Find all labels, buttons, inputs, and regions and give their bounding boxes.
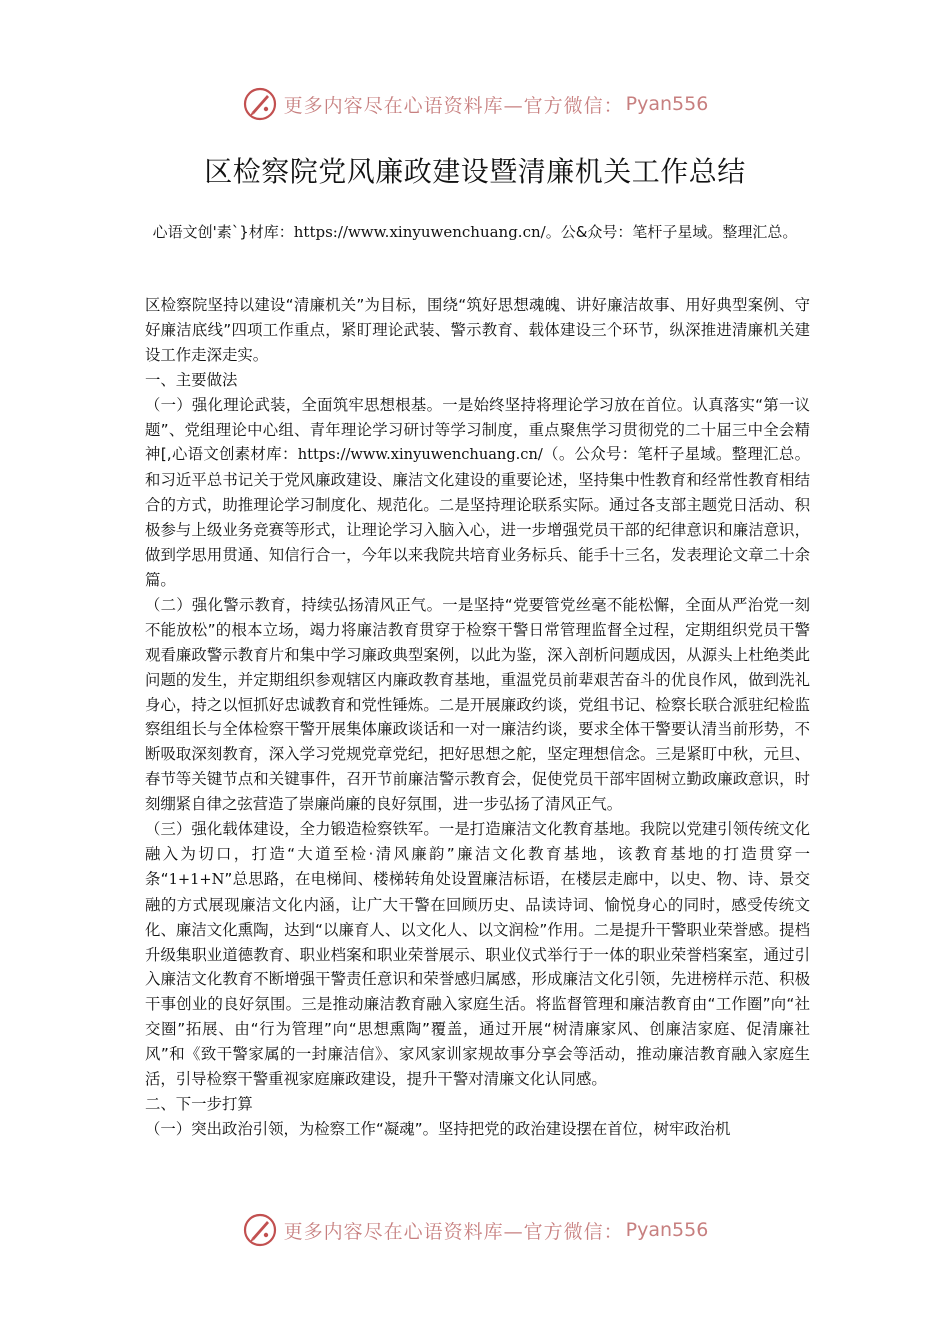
document-title: 区检察院党风廉政建设暨清廉机关工作总结 <box>204 155 746 188</box>
paragraph-carrier-code: 1+1+N <box>168 870 225 888</box>
footer-banner <box>0 1210 950 1250</box>
paragraph-theory <box>145 393 810 593</box>
brand-logo-icon <box>242 86 278 122</box>
paragraph-carrier-part-b: ”总思路，在电梯间、楼梯转角处设置廉洁标语，在楼层走廊中，以史、物、诗、景交融的方式展现廉洁文化内涵，让广大干警在回顾历史、品读诗词、愉悦身心的同时，感受传统文化、廉洁文化熏陶，达到“以廉育人、以文化人、以文润检”作用。二是提升干警职业荣誉感。提档升级集职业道德教育、职业档案和职业荣誉展示、职业仪式举行于一体的职业荣誉档案室，通过引入廉洁文化教育不断增强干警责任意识和荣誉感归属感，形成廉洁文化引领，先进榜样示范、积极干事创业的良好氛围。三是推动廉洁教育融入家庭生活。将监督管理和廉洁教育由“工作圈”向“社交圈”拓展、由“行为管理”向“思想熏陶”覆盖，通过开展“树清廉家风、创廉洁家庭、促清廉社风”和《致干警家属的一封廉洁信》、家风家训家规故事分享会等活动，推动廉洁教育融入家庭生活，引导检察干警重视家庭廉政建设，提升干警对清廉文化认同感。 <box>145 869 810 1089</box>
document-body <box>145 293 810 1142</box>
banner-text: 更多内容尽在心语资料库—官方微信： <box>283 94 624 117</box>
section-heading-2: 二、下一步打算 <box>145 1095 253 1113</box>
header-banner <box>0 84 950 124</box>
section-heading-1: 一、主要做法 <box>145 370 238 389</box>
paragraph-theory-part-b: （。公众号：笔杆子星域。整理汇总。和习近平总书记关于党风廉政建设、廉洁文化建设的重要论述，坚持集中性教育和经常性教育相结合的方式，助推理论学习制度化、规范化。二是坚持理论联系实际。通过各支部主题党日活动、积极参与上级业务竞赛等形式，让理论学习入脑入心，进一步增强党员干部的纪律意识和廉洁意识，做到学思用贯通、知信行合一，今年以来我院共培育业务标兵、能手十三名，发表理论文章二十余篇。 <box>145 445 810 589</box>
footer-banner-text: 更多内容尽在心语资料库—官方微信： <box>283 1220 624 1243</box>
source-line <box>145 220 805 245</box>
paragraph-carrier-building <box>145 817 810 1092</box>
intro-paragraph: 区检察院坚持以建设“清廉机关”为目标，围绕“筑好思想魂魄、讲好廉洁故事、用好典型案例、守好廉洁底线”四项工作重点，紧盯理论武装、警示教育、载体建设三个环节，纵深推进清廉机关建设工作走深走实。 <box>145 296 810 364</box>
paragraph-theory-part-a: （一）强化理论武装，全面筑牢思想根基。一是始终坚持将理论学习放在首位。认真落实“第一议题”、党组理论中心组、青年理论学习研讨等学习制度，重点聚焦学习贯彻党的二十届三中全会精神[,心语文创素材库： <box>145 395 810 464</box>
source-suffix: 。公&众号：笔杆子星域。整理汇总。 <box>545 223 798 241</box>
source-prefix: 心语文创'素`}材库： <box>152 223 294 241</box>
paragraph-carrier-part-a: （三）强化载体建设，全力锻造检察铁军。一是打造廉洁文化教育基地。我院以党建引领传统文化融入为切口，打造“大道至检·清风廉韵”廉洁文化教育基地，该教育基地的打造贯穿一条“ <box>145 820 810 888</box>
paragraph-warning-education: （二）强化警示教育，持续弘扬清风正气。一是坚持“党要管党丝毫不能松懈，全面从严治党一刻不能放松”的根本立场，竭力将廉洁教育贯穿于检察干警日常管理监督全过程，定期组织党员干警观看廉政警示教育片和集中学习廉政典型案例，以此为鉴，深入剖析问题成因，从源头上杜绝类此问题的发生，并定期组织参观辖区内廉政教育基地，重温党员前辈艰苦奋斗的优良作风，做到洗礼身心，持之以恒抓好忠诚教育和党性锤炼。二是开展廉政约谈，党组书记、检察长联合派驻纪检监察组组长与全体检察干警开展集体廉政谈话和一对一廉洁约谈，要求全体干警要认清当前形势，不断吸取深刻教育，深入学习党规党章党纪，把好思想之舵，坚定理想信念。三是紧盯中秋，元旦、春节等关键节点和关键事件，召开节前廉洁警示教育会，促使党员干部牢固树立勤政廉政意识，时刻绷紧自律之弦营造了崇廉尚廉的良好氛围，进一步弘扬了清风正气。 <box>145 595 810 814</box>
footer-banner-wechat-id: Pyan556 <box>625 1219 709 1241</box>
banner-wechat-id: Pyan556 <box>625 93 709 115</box>
paragraph-political-guidance: （一）突出政治引领，为检察工作“凝魂”。坚持把党的政治建设摆在首位，树牢政治机 <box>145 1119 731 1138</box>
source-url: https://www.xinyuwenchuang.cn/ <box>293 223 546 241</box>
paragraph-theory-url: https://www.xinyuwenchuang.cn/ <box>297 446 543 464</box>
brand-logo-icon <box>242 1212 278 1248</box>
